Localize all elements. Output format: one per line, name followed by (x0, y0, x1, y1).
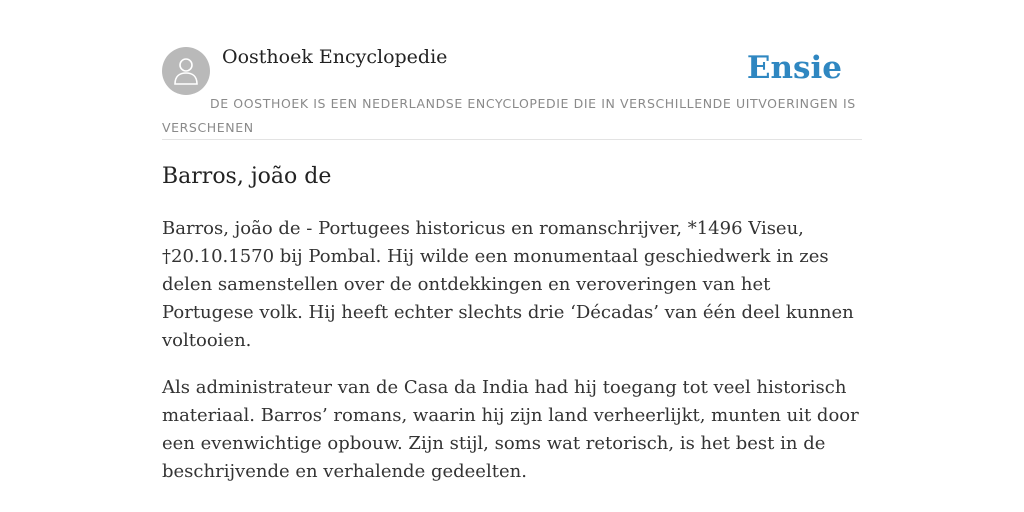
source-avatar[interactable] (162, 47, 210, 95)
article-paragraph: Barros, joão de - Portugees historicus en romanschrijver, *1496 Viseu, †20.10.1570 bij Pombal. Hij wilde een monumentaal geschiedwerk in zes delen samenstellen over de ontdekkingen en veroveringen van het Portugese volk. Hij heeft echter slechts drie ‘Décadas’ van één deel kunnen voltooien. (162, 218, 854, 351)
source-description: DE OOSTHOEK IS EEN NEDERLANDSE ENCYCLOPEDIE DIE IN VERSCHILLENDE UITVOERINGEN IS VERSCHENEN (162, 96, 856, 135)
user-silhouette-icon (173, 56, 199, 86)
article-body (162, 215, 862, 505)
brand-logo[interactable]: Ensie (746, 50, 842, 86)
article-title: Barros, joão de (162, 164, 332, 189)
source-header (162, 40, 862, 140)
source-name[interactable]: Oosthoek Encyclopedie (222, 46, 448, 68)
article-paragraph: Als administrateur van de Casa da India had hij toegang tot veel historisch materiaal. Barros’ romans, waarin hij zijn land verheerlijkt, munten uit door een evenwichtige opbouw. Zijn stijl, soms wat retorisch, is het best in de beschrijvende en verhalende gedeelten. (162, 377, 859, 482)
